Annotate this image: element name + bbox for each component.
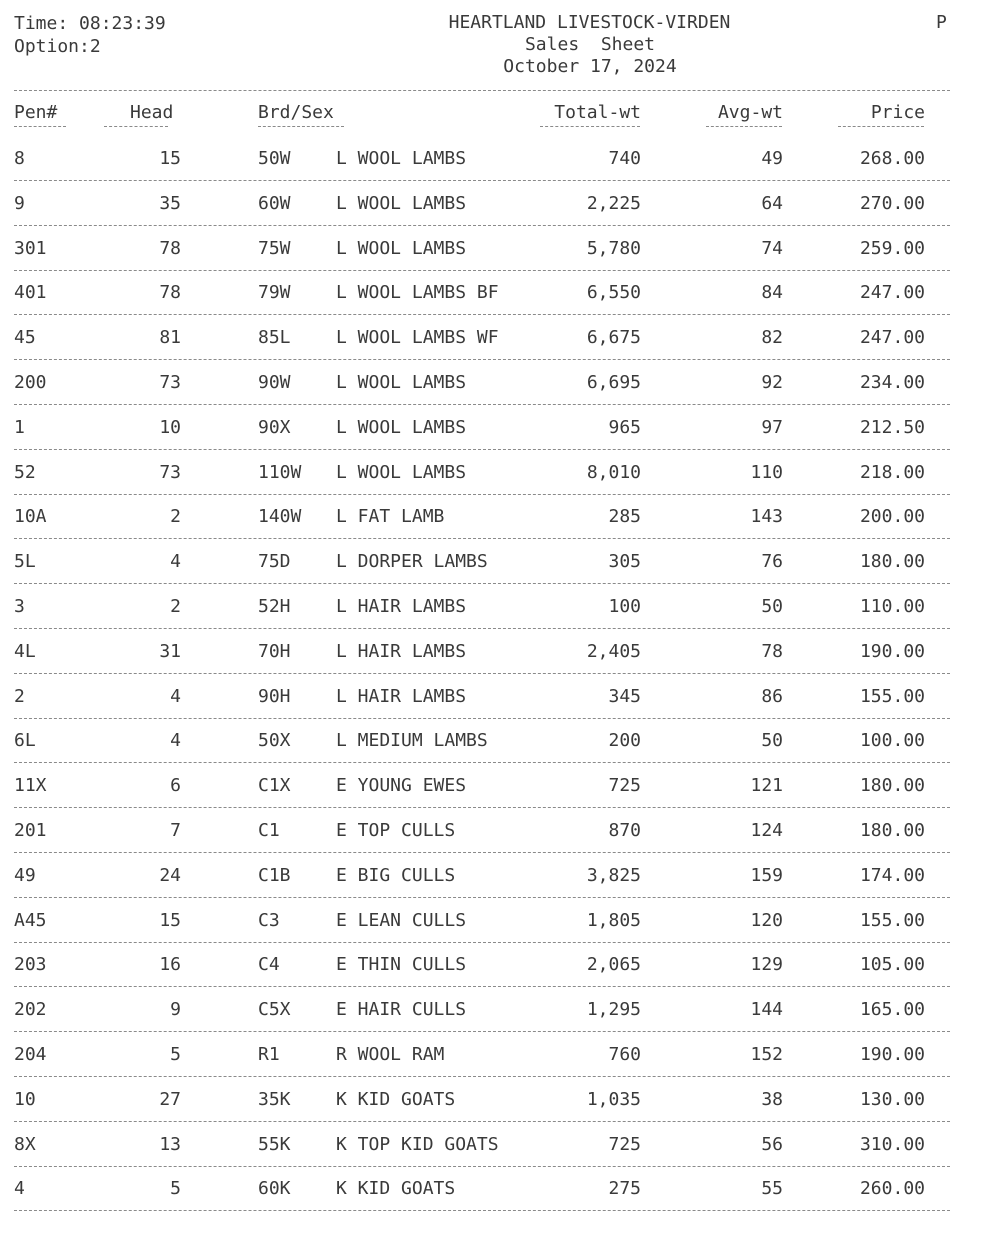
brd-cell: 75D (258, 551, 291, 573)
col-avg-underline (706, 126, 782, 127)
head-cell: 81 (159, 327, 181, 349)
head-cell: 13 (159, 1133, 181, 1155)
pen-cell: 3 (14, 596, 25, 617)
description-cell: L MEDIUM LAMBS (336, 730, 488, 752)
sheet-title: Sales Sheet (524, 34, 656, 55)
table-row (0, 908, 981, 953)
table-row (0, 460, 981, 505)
pen-cell: 11X (14, 775, 47, 797)
pen-cell: 1 (14, 416, 25, 438)
head-cell: 24 (159, 864, 181, 886)
table-row (0, 370, 981, 415)
head-cell: 78 (159, 282, 181, 304)
pen-cell: 4 (14, 1178, 25, 1200)
pen-cell: 201 (14, 820, 47, 841)
brd-cell: 55K (258, 1133, 291, 1155)
table-row (0, 1087, 981, 1132)
total-wt-cell: 345 (608, 685, 641, 707)
pen-cell: 6L (14, 730, 36, 752)
head-cell: 15 (159, 148, 181, 169)
total-wt-cell: 275 (608, 1178, 641, 1200)
avg-wt-cell: 38 (761, 1088, 783, 1110)
table-row (0, 146, 981, 191)
price-cell: 212.50 (859, 416, 925, 438)
price-cell: 218.00 (859, 461, 925, 483)
price-cell: 200.00 (859, 506, 925, 528)
head-cell: 4 (170, 730, 181, 752)
total-wt-cell: 2,065 (586, 954, 641, 976)
table-row (0, 728, 981, 773)
total-wt-cell: 6,550 (586, 282, 641, 304)
column-headers (0, 102, 981, 126)
head-cell: 5 (170, 1178, 181, 1200)
description-cell: E LEAN CULLS (336, 909, 467, 931)
description-cell: L DORPER LAMBS (336, 551, 488, 573)
pen-cell: 8 (14, 148, 25, 169)
total-wt-cell: 3,825 (586, 864, 641, 886)
brd-cell: C1B (258, 864, 291, 886)
avg-wt-cell: 74 (761, 237, 783, 259)
brd-cell: 70H (258, 640, 291, 662)
head-cell: 27 (159, 1088, 181, 1110)
total-wt-cell: 740 (608, 148, 641, 169)
description-cell: R WOOL RAM (336, 1044, 445, 1065)
price-cell: 190.00 (859, 640, 925, 662)
table-row (0, 415, 981, 460)
head-cell: 4 (170, 685, 181, 707)
col-pen-underline (14, 126, 66, 127)
description-cell: K KID GOATS (336, 1178, 456, 1200)
total-wt-cell: 305 (608, 551, 641, 573)
price-cell: 247.00 (859, 327, 925, 349)
head-cell: 9 (170, 999, 181, 1021)
price-cell: 260.00 (859, 1178, 925, 1200)
row-separator (14, 897, 950, 898)
pen-cell: 8X (14, 1133, 36, 1155)
avg-wt-cell: 55 (761, 1178, 783, 1200)
description-cell: L WOOL LAMBS BF (336, 282, 499, 304)
row-separator (14, 673, 950, 674)
avg-wt-cell: 143 (750, 506, 783, 528)
pen-cell: 52 (14, 461, 36, 483)
pen-cell: 2 (14, 685, 25, 707)
table-row (0, 191, 981, 236)
brd-cell: 60W (258, 192, 291, 214)
total-wt-cell: 100 (608, 596, 641, 617)
avg-wt-cell: 86 (761, 685, 783, 707)
head-cell: 2 (170, 506, 181, 528)
description-cell: L WOOL LAMBS (336, 372, 467, 393)
row-separator (14, 270, 950, 271)
row-separator (14, 359, 950, 360)
avg-wt-cell: 64 (761, 192, 783, 214)
brd-cell: 75W (258, 237, 291, 259)
table-row (0, 280, 981, 325)
total-wt-cell: 760 (608, 1044, 641, 1065)
row-separator (14, 1210, 950, 1211)
col-total-underline (540, 126, 640, 127)
table-row (0, 684, 981, 729)
brd-cell: 50W (258, 148, 291, 169)
brd-cell: 50X (258, 730, 291, 752)
col-head-underline (104, 126, 168, 127)
price-cell: 268.00 (859, 148, 925, 169)
brd-cell: R1 (258, 1044, 280, 1065)
total-wt-cell: 2,405 (586, 640, 641, 662)
pen-cell: 204 (14, 1044, 47, 1065)
avg-wt-cell: 121 (750, 775, 783, 797)
table-row (0, 863, 981, 908)
head-cell: 7 (170, 820, 181, 841)
table-row (0, 1042, 981, 1087)
avg-wt-cell: 97 (761, 416, 783, 438)
pen-cell: 401 (14, 282, 47, 304)
col-pen: Pen# (14, 102, 58, 123)
table-row (0, 639, 981, 684)
head-cell: 73 (159, 372, 181, 393)
brd-cell: C3 (258, 909, 280, 931)
avg-wt-cell: 78 (761, 640, 783, 662)
avg-wt-cell: 84 (761, 282, 783, 304)
row-separator (14, 628, 950, 629)
header-left (14, 12, 166, 58)
description-cell: E BIG CULLS (336, 864, 456, 886)
row-separator (14, 1031, 950, 1032)
row-separator (14, 1076, 950, 1077)
description-cell: L FAT LAMB (336, 506, 445, 528)
price-cell: 259.00 (859, 237, 925, 259)
price-cell: 105.00 (859, 954, 925, 976)
table-row (0, 1132, 981, 1177)
description-cell: K KID GOATS (336, 1088, 456, 1110)
head-cell: 6 (170, 775, 181, 797)
brd-cell: C5X (258, 999, 291, 1021)
row-separator (14, 225, 950, 226)
head-cell: 5 (170, 1044, 181, 1065)
pen-cell: 200 (14, 372, 47, 393)
pen-cell: 5L (14, 551, 36, 573)
company-name: HEARTLAND LIVESTOCK-VIRDEN (448, 12, 731, 33)
pen-cell: 203 (14, 954, 47, 976)
col-head: Head (130, 102, 174, 123)
description-cell: E YOUNG EWES (336, 775, 467, 797)
price-cell: 234.00 (859, 372, 925, 393)
pen-cell: 9 (14, 192, 25, 214)
total-wt-cell: 285 (608, 506, 641, 528)
total-wt-cell: 6,695 (586, 372, 641, 393)
pen-cell: 45 (14, 327, 36, 349)
avg-wt-cell: 92 (761, 372, 783, 393)
description-cell: L WOOL LAMBS (336, 237, 467, 259)
description-cell: L HAIR LAMBS (336, 685, 467, 707)
avg-wt-cell: 144 (750, 999, 783, 1021)
pen-cell: 10A (14, 506, 47, 528)
price-cell: 180.00 (859, 820, 925, 841)
price-cell: 165.00 (859, 999, 925, 1021)
row-separator (14, 1166, 950, 1167)
total-wt-cell: 2,225 (586, 192, 641, 214)
brd-cell: 90H (258, 685, 291, 707)
avg-wt-cell: 159 (750, 864, 783, 886)
avg-wt-cell: 56 (761, 1133, 783, 1155)
brd-cell: 60K (258, 1178, 291, 1200)
brd-cell: 90W (258, 372, 291, 393)
brd-cell: 140W (258, 506, 302, 528)
description-cell: L HAIR LAMBS (336, 596, 467, 617)
head-cell: 15 (159, 909, 181, 931)
row-separator (14, 404, 950, 405)
row-separator (14, 986, 950, 987)
brd-cell: 52H (258, 596, 291, 617)
head-cell: 35 (159, 192, 181, 214)
price-cell: 110.00 (859, 596, 925, 617)
head-cell: 16 (159, 954, 181, 976)
description-cell: E TOP CULLS (336, 820, 456, 841)
head-cell: 73 (159, 461, 181, 483)
total-wt-cell: 725 (608, 775, 641, 797)
price-cell: 100.00 (859, 730, 925, 752)
price-cell: 190.00 (859, 1044, 925, 1065)
table-row (0, 236, 981, 281)
table-row (0, 504, 981, 549)
description-cell: E THIN CULLS (336, 954, 467, 976)
brd-cell: C1X (258, 775, 291, 797)
table-row (0, 549, 981, 594)
brd-cell: 85L (258, 327, 291, 349)
description-cell: K TOP KID GOATS (336, 1133, 499, 1155)
row-separator (14, 1121, 950, 1122)
head-cell: 4 (170, 551, 181, 573)
row-separator (14, 852, 950, 853)
total-wt-cell: 1,805 (586, 909, 641, 931)
total-wt-cell: 1,035 (586, 1088, 641, 1110)
sale-date: October 17, 2024 (503, 56, 677, 77)
brd-cell: 110W (258, 461, 302, 483)
brd-cell: 35K (258, 1088, 291, 1110)
avg-wt-cell: 129 (750, 954, 783, 976)
row-separator (14, 942, 950, 943)
brd-cell: 79W (258, 282, 291, 304)
table-row (0, 325, 981, 370)
avg-wt-cell: 49 (761, 148, 783, 169)
description-cell: L WOOL LAMBS (336, 461, 467, 483)
table-row (0, 594, 981, 639)
header-divider (14, 90, 950, 91)
pen-cell: 49 (14, 864, 36, 886)
row-separator (14, 180, 950, 181)
header-center (340, 12, 840, 78)
head-cell: 10 (159, 416, 181, 438)
description-cell: L WOOL LAMBS WF (336, 327, 499, 349)
description-cell: L HAIR LAMBS (336, 640, 467, 662)
avg-wt-cell: 50 (761, 730, 783, 752)
row-separator (14, 449, 950, 450)
row-separator (14, 807, 950, 808)
pen-cell: 202 (14, 999, 47, 1021)
pen-cell: 10 (14, 1088, 36, 1110)
brd-cell: C1 (258, 820, 280, 841)
total-wt-cell: 8,010 (586, 461, 641, 483)
price-cell: 130.00 (859, 1088, 925, 1110)
col-avg-wt: Avg-wt (717, 102, 783, 123)
price-cell: 180.00 (859, 775, 925, 797)
col-price-underline (838, 126, 924, 127)
col-brdsex-underline (258, 126, 344, 127)
brd-cell: 90X (258, 416, 291, 438)
col-total-wt: Total-wt (554, 102, 641, 123)
avg-wt-cell: 110 (750, 461, 783, 483)
price-cell: 247.00 (859, 282, 925, 304)
total-wt-cell: 1,295 (586, 999, 641, 1021)
description-cell: L WOOL LAMBS (336, 148, 467, 169)
report-option: Option:2 (14, 36, 101, 57)
total-wt-cell: 725 (608, 1133, 641, 1155)
head-cell: 31 (159, 640, 181, 662)
pen-cell: 301 (14, 237, 47, 259)
table-row (0, 997, 981, 1042)
head-cell: 2 (170, 596, 181, 617)
price-cell: 155.00 (859, 909, 925, 931)
avg-wt-cell: 82 (761, 327, 783, 349)
brd-cell: C4 (258, 954, 280, 976)
row-separator (14, 494, 950, 495)
description-cell: L WOOL LAMBS (336, 416, 467, 438)
row-separator (14, 718, 950, 719)
row-separator (14, 762, 950, 763)
report-time: Time: 08:23:39 (14, 13, 166, 34)
row-separator (14, 314, 950, 315)
total-wt-cell: 870 (608, 820, 641, 841)
table-row (0, 818, 981, 863)
avg-wt-cell: 120 (750, 909, 783, 931)
price-cell: 270.00 (859, 192, 925, 214)
total-wt-cell: 5,780 (586, 237, 641, 259)
price-cell: 310.00 (859, 1133, 925, 1155)
price-cell: 155.00 (859, 685, 925, 707)
total-wt-cell: 200 (608, 730, 641, 752)
total-wt-cell: 6,675 (586, 327, 641, 349)
avg-wt-cell: 152 (750, 1044, 783, 1065)
table-row (0, 1176, 981, 1221)
row-separator (14, 583, 950, 584)
page-marker: P (936, 12, 947, 33)
col-brdsex: Brd/Sex (258, 102, 334, 123)
pen-cell: 4L (14, 640, 36, 662)
avg-wt-cell: 124 (750, 820, 783, 841)
table-row (0, 773, 981, 818)
description-cell: E HAIR CULLS (336, 999, 467, 1021)
price-cell: 180.00 (859, 551, 925, 573)
row-separator (14, 538, 950, 539)
avg-wt-cell: 50 (761, 596, 783, 617)
total-wt-cell: 965 (608, 416, 641, 438)
avg-wt-cell: 76 (761, 551, 783, 573)
table-row (0, 952, 981, 997)
price-cell: 174.00 (859, 864, 925, 886)
description-cell: L WOOL LAMBS (336, 192, 467, 214)
head-cell: 78 (159, 237, 181, 259)
col-price: Price (870, 102, 925, 123)
pen-cell: A45 (14, 909, 47, 931)
